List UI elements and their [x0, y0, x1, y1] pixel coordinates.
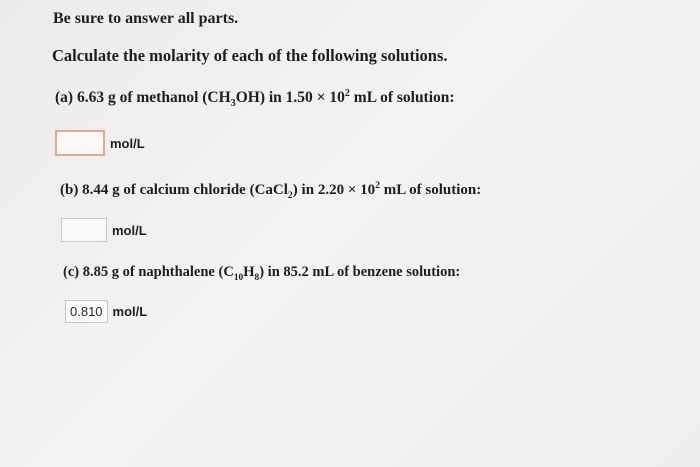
volume-value: $1.50 \times 10^2$ — [285, 88, 350, 107]
formula: $CH_3OH$ — [207, 89, 260, 110]
answer-row-b — [61, 218, 147, 242]
unit-label: mol/L — [110, 135, 145, 151]
answer-input-b[interactable] — [61, 218, 107, 242]
question-c: (c) 8.85 g of naphthalene $(C_{10}H_8)$ in 85.2 mL of benzene solution: — [63, 264, 461, 283]
substance-name: methanol — [136, 89, 199, 107]
instruction-text: Be sure to answer all parts. — [53, 10, 239, 27]
answer-input-c[interactable]: 0.810 — [65, 300, 108, 323]
mass-value: 8.85 g — [82, 264, 119, 280]
volume-value: $2.20 \times 10^2$ — [317, 180, 380, 198]
substance-name: calcium chloride — [139, 182, 246, 198]
formula: $C_{10}H_8$ — [223, 264, 260, 283]
formula: CaCl$_2$ — [254, 182, 293, 201]
part-label: (a) — [55, 89, 74, 107]
tail-text: of benzene solution: — [336, 264, 461, 280]
volume-value: 85.2 mL — [283, 264, 334, 280]
mass-value: 8.44 g — [82, 182, 120, 198]
tail-text: mL of solution: — [383, 182, 482, 198]
answer-input-a[interactable] — [55, 130, 105, 156]
tail-text: mL of solution: — [353, 89, 455, 107]
answer-row-a — [55, 130, 145, 156]
unit-label: mol/L — [112, 304, 148, 319]
question-b: (b) 8.44 g of calcium chloride (CaCl$_2$) in $2.20 \times 10^2$ mL of solution: — [60, 180, 482, 201]
prompt-text: Calculate the molarity of each of the following solutions. — [52, 46, 448, 65]
mass-value: 6.63 g — [76, 89, 116, 107]
substance-name: naphthalene — [138, 264, 215, 280]
part-label: (c) — [63, 264, 80, 280]
unit-label: mol/L — [112, 222, 147, 238]
part-label: (b) — [60, 182, 79, 198]
question-a: (a) 6.63 g of methanol $(CH_3OH)$ in $1.50 \times 10^2$ mL of solution: — [55, 88, 455, 110]
answer-row-c — [65, 300, 147, 323]
